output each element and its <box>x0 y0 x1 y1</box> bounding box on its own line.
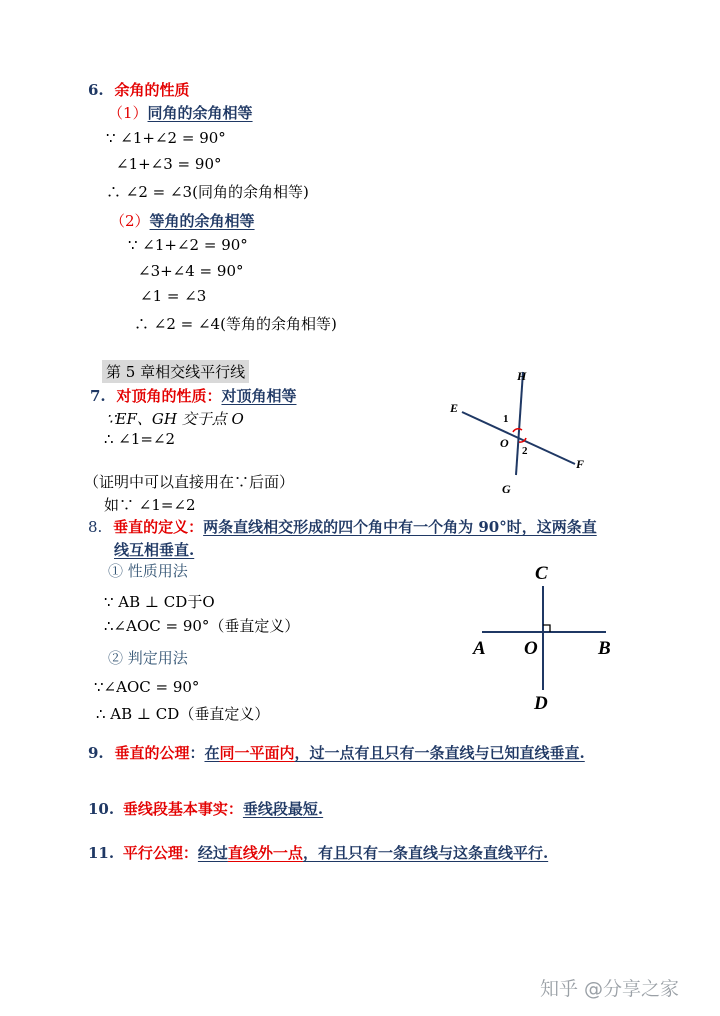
section-9-title: 垂直的公理 <box>114 744 190 762</box>
right-angle-mark <box>543 625 550 632</box>
line-ef <box>462 412 575 464</box>
s7-line-1: ∵EF、GH 交于点 O <box>106 410 244 428</box>
label-e: E <box>450 401 459 415</box>
section-8-def-line1: 两条直线相交形成的四个角中有一个角为 90°时，这两条直 <box>203 518 597 536</box>
section-8-def-line2: 线互相垂直. <box>114 541 195 559</box>
section-10-number: 10. <box>88 800 115 818</box>
label-b: B <box>598 638 611 659</box>
section-7-heading <box>90 386 296 406</box>
s8-use2-line-1: ∵∠AOC = 90° <box>94 678 200 696</box>
part2-label: （2） <box>110 212 150 230</box>
section-11 <box>88 843 548 863</box>
section-6-part1-heading <box>108 103 253 123</box>
section-7-title: 对顶角的性质： <box>116 387 222 405</box>
section-9 <box>88 743 585 763</box>
section-8-title: 垂直的定义： <box>113 518 204 536</box>
s6-line-2: ∠1+∠3 = 90° <box>116 155 222 173</box>
section-11-rest: ，有且只有一条直线与这条直线平行. <box>302 844 549 862</box>
label-c: C <box>535 563 548 584</box>
section-9-rest: ，过一点有且只有一条直线与已知直线垂直. <box>294 744 585 762</box>
s8-use1: ① 性质用法 <box>108 562 188 580</box>
s8-use2: ② 判定用法 <box>108 649 188 667</box>
s8-use1-line-2: ∴∠AOC = 90°（垂直定义） <box>104 617 300 635</box>
s6-line-7: ∴ ∠2 = ∠4(等角的余角相等) <box>134 315 337 333</box>
s6-line-1: ∵ ∠1+∠2 = 90° <box>106 129 226 147</box>
label-o2: O <box>524 638 538 659</box>
part1-label: （1） <box>108 104 148 122</box>
s6-line-5: ∠3+∠4 = 90° <box>138 262 244 280</box>
section-7-rule: 对顶角相等 <box>221 387 297 405</box>
section-9-colon: ： <box>189 744 205 762</box>
section-9-highlight: 同一平面内 <box>219 744 295 762</box>
section-8-number: 8. <box>88 518 103 536</box>
label-angle-2: 2 <box>522 445 528 457</box>
s8-use1-line-1: ∵ AB ⊥ CD于O <box>104 593 215 611</box>
s7-line-2: ∴ ∠1=∠2 <box>104 430 176 448</box>
section-10-title: 垂线段基本事实： <box>122 800 243 818</box>
label-d: D <box>534 693 548 714</box>
section-8-heading <box>88 517 597 537</box>
chapter-heading: 第 5 章相交线平行线 <box>102 360 249 383</box>
section-10 <box>88 799 323 819</box>
section-11-highlight: 直线外一点 <box>227 844 303 862</box>
section-11-number: 11. <box>88 844 115 862</box>
s7-example: 如∵ ∠1=∠2 <box>104 496 196 514</box>
watermark: 知乎 @分享之家 <box>540 978 680 1000</box>
label-g: G <box>502 482 511 496</box>
section-9-pre: 在 <box>204 744 220 762</box>
label-angle-1: 1 <box>503 413 509 425</box>
intersecting-lines-diagram <box>440 360 600 500</box>
part2-text: 等角的余角相等 <box>149 212 255 230</box>
label-h: H <box>517 369 527 383</box>
s7-note: （证明中可以直接用在∵后面） <box>84 473 295 491</box>
section-8-def-line2-wrap <box>114 540 194 560</box>
section-9-number: 9. <box>88 744 104 762</box>
section-6-title: 余角的性质 <box>114 81 190 99</box>
label-f: F <box>576 457 585 471</box>
line-gh <box>516 372 523 475</box>
section-11-pre: 经过 <box>197 844 228 862</box>
section-10-rule: 垂线段最短. <box>242 800 324 818</box>
s6-line-4: ∵ ∠1+∠2 = 90° <box>128 236 248 254</box>
section-6-heading <box>88 80 189 100</box>
s6-line-6: ∠1 = ∠3 <box>140 287 207 305</box>
label-a: A <box>473 638 486 659</box>
s8-use2-line-2: ∴ AB ⊥ CD（垂直定义） <box>96 705 270 723</box>
part1-text: 同角的余角相等 <box>147 104 253 122</box>
perpendicular-diagram <box>466 560 626 720</box>
angle-1-arc <box>513 429 522 432</box>
section-11-title: 平行公理： <box>122 844 198 862</box>
label-o: O <box>500 436 509 450</box>
section-6-part2-heading <box>110 211 255 231</box>
s6-line-3: ∴ ∠2 = ∠3(同角的余角相等) <box>106 183 309 201</box>
section-6-number: 6. <box>88 81 104 99</box>
section-7-number: 7. <box>90 387 106 405</box>
